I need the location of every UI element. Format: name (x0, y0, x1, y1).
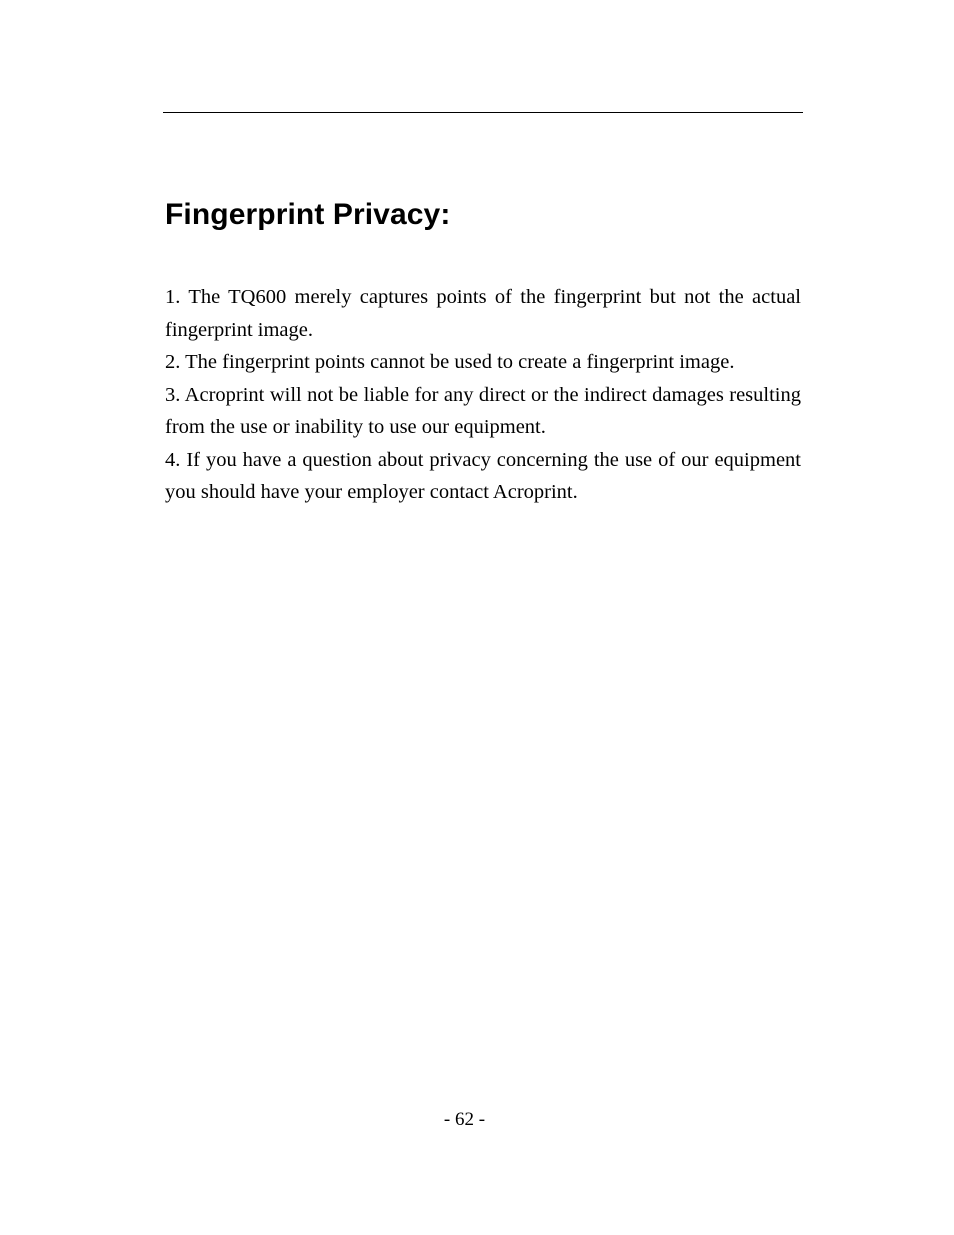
header-rule (163, 112, 803, 113)
privacy-item-3: 3. Acroprint will not be liable for any direct or the indirect damages resulting from the use or inability to use our equipment. (165, 383, 801, 438)
privacy-item-2: 2. The fingerprint points cannot be used to create a fingerprint image. (165, 351, 735, 373)
page-title: Fingerprint Privacy: (165, 198, 451, 231)
page-content (165, 195, 801, 509)
privacy-item-1: 1. The TQ600 merely captures points of the fingerprint but not the actual fingerprint image. (165, 286, 801, 341)
privacy-items (165, 281, 801, 509)
privacy-item-4: 4. If you have a question about privacy concerning the use of our equipment you should have your employer contact Acroprint. (165, 448, 801, 503)
page-number: - 62 - (443, 1109, 486, 1130)
